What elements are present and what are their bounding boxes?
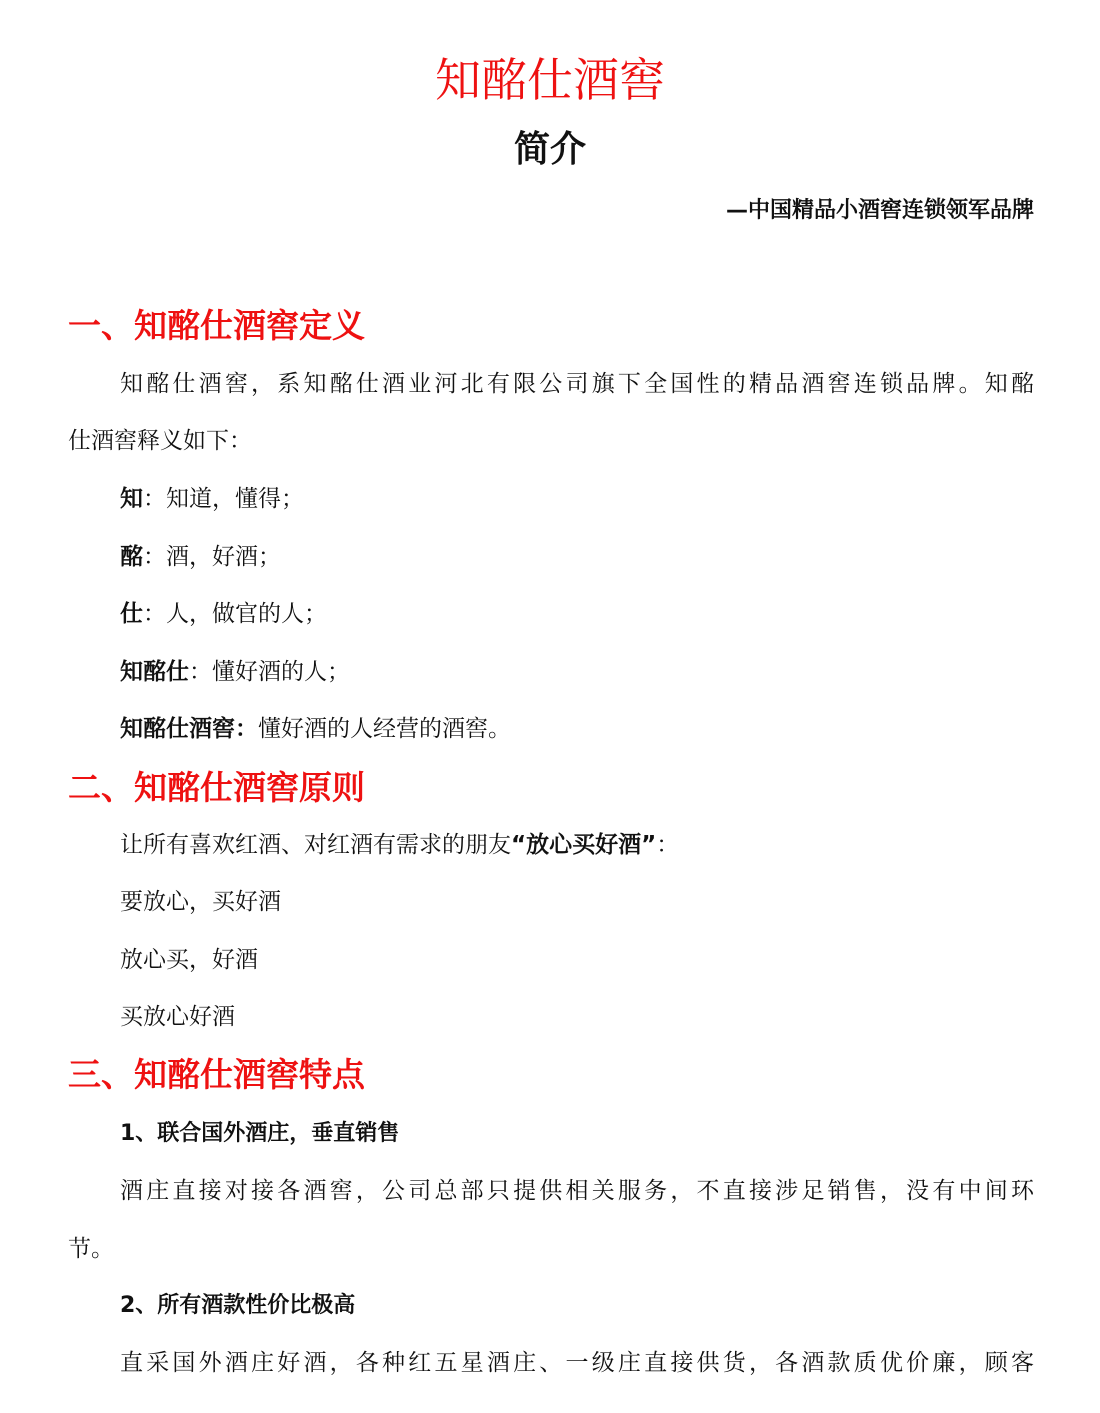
definition-row xyxy=(120,597,1086,631)
section-1-intro-line-1: 知酩仕酒窖，系知酩仕酒业河北有限公司旗下全国性的精品酒窖连锁品牌。知酩 xyxy=(120,371,1034,397)
section-1-intro-line-2: 仕酒窖释义如下： xyxy=(68,428,252,454)
definition-meaning: 懂好酒的人经营的酒窖。 xyxy=(258,716,511,742)
definition-meaning: 懂好酒的人； xyxy=(212,659,350,685)
principle-line: 要放心，买好酒 xyxy=(120,889,281,915)
principle-line: 放心买，好酒 xyxy=(120,947,258,973)
definition-term: 知酩仕酒窖： xyxy=(120,716,258,742)
definition-separator: ： xyxy=(143,486,166,512)
feature-2-title: 2、所有酒款性价比极高 xyxy=(120,1293,356,1318)
section-2-intro-suffix: ： xyxy=(656,832,680,858)
section-2-heading: 二、知酩仕酒窖原则 xyxy=(68,768,365,807)
section-2-intro-emphasis: “放心买好酒” xyxy=(511,832,657,858)
definition-separator: ： xyxy=(189,659,212,685)
document-tagline: —中国精品小酒窖连锁领军品牌 xyxy=(725,198,1034,223)
definition-row xyxy=(120,540,1086,574)
section-2-intro-prefix: 让所有喜欢红酒、对红酒有需求的朋友 xyxy=(120,832,511,858)
definition-meaning: 酒，好酒； xyxy=(166,544,281,570)
document-title: 知酩仕酒窖 xyxy=(435,53,665,107)
definition-row xyxy=(120,655,1086,689)
section-3-heading: 三、知酩仕酒窖特点 xyxy=(68,1055,365,1094)
section-2-intro xyxy=(120,828,1086,862)
definition-row xyxy=(120,482,1086,516)
definition-term: 知 xyxy=(120,486,143,512)
definition-meaning: 人，做官的人； xyxy=(166,601,327,627)
principle-line: 买放心好酒 xyxy=(120,1004,235,1030)
feature-1-text-line-2: 节。 xyxy=(68,1236,114,1262)
document-subtitle: 简介 xyxy=(513,129,586,170)
feature-2-text-line-1: 直采国外酒庄好酒，各种红五星酒庄、一级庄直接供货，各酒款质优价廉，顾客 xyxy=(120,1350,1034,1376)
definition-separator: ： xyxy=(143,601,166,627)
definition-term: 酩 xyxy=(120,544,143,570)
definition-term: 知酩仕 xyxy=(120,659,189,685)
definition-meaning: 知道，懂得； xyxy=(166,486,304,512)
feature-1-title: 1、联合国外酒庄，垂直销售 xyxy=(120,1121,400,1146)
definition-separator: ： xyxy=(143,544,166,570)
definition-term: 仕 xyxy=(120,601,143,627)
feature-1-text-line-1: 酒庄直接对接各酒窖，公司总部只提供相关服务，不直接涉足销售，没有中间环 xyxy=(120,1178,1034,1204)
definition-row xyxy=(120,712,1086,746)
section-1-heading: 一、知酩仕酒窖定义 xyxy=(68,306,365,345)
